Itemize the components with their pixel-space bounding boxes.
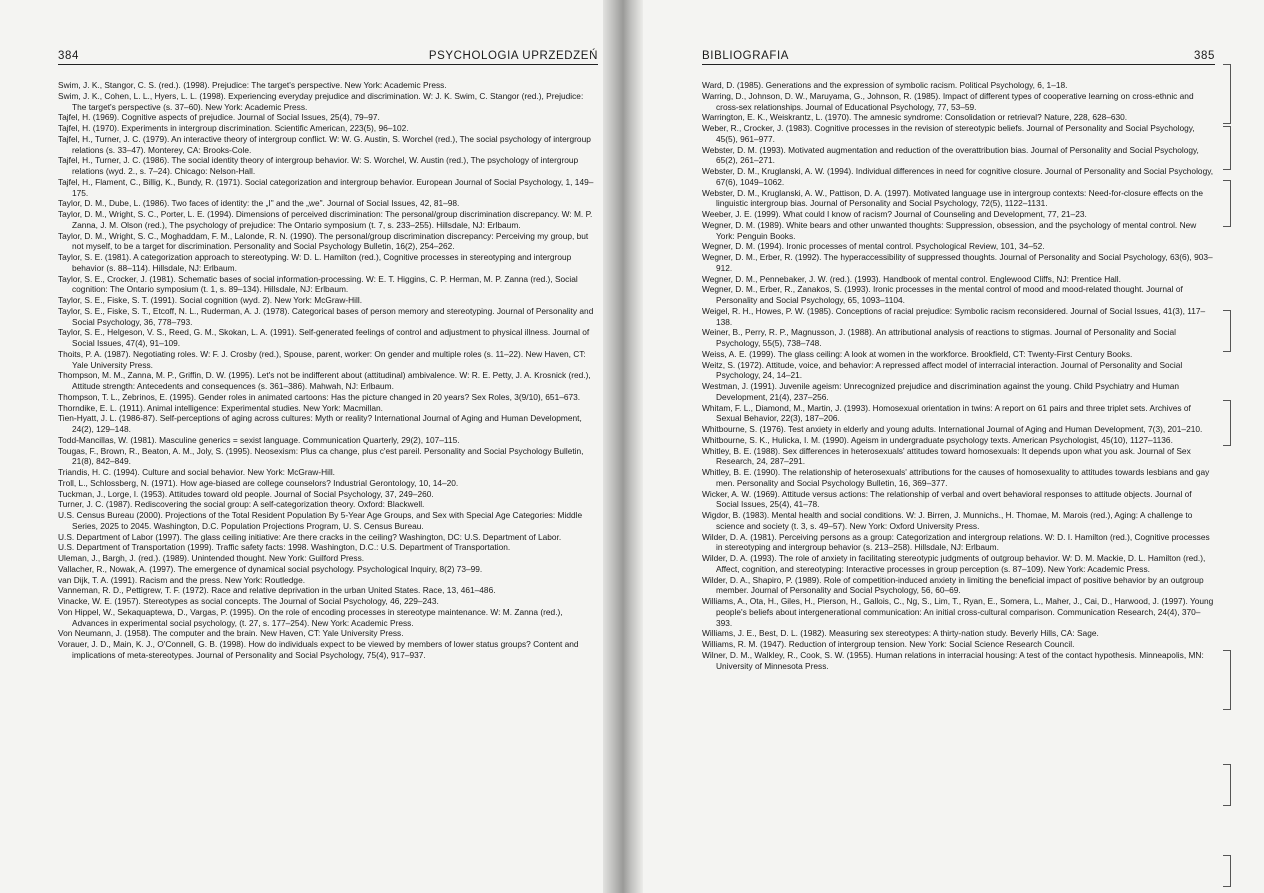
reference-entry: Webster, D. M., Kruglanski, A. W., Pattison, D. A. (1997). Motivated language use in intergroup contexts: Need-for-closure effects on the linguistic intergroup bias. Journal of Personality and Social Psychology, 72(5), 1122–1131. xyxy=(702,187,1204,209)
reference-entry: Vinacke, W. E. (1957). Stereotypes as social concepts. The Journal of Social Psychology, 46, 229–243. xyxy=(58,596,439,606)
page-number: 384 xyxy=(58,50,79,62)
reference-entry: Warrington, E. K., Weiskrantz, L. (1970). The amnesic syndrome: Consolidation or retrieval? Nature, 228, 628–630. xyxy=(702,112,1128,123)
reference-entry: Tajfel, H. (1970). Experiments in intergroup discrimination. Scientific American, 223(5), 96–102. xyxy=(58,123,409,133)
reference-entry: Wilder, D. A. (1993). The role of anxiety in facilitating stereotypic judgments of outgroup behavior. W: D. M. Mackie, D. L. Hamilton (red.), Affect, cognition, and stereotyping: Interactive processes in group perception (s. 87–109). New York: Academic Press. xyxy=(702,553,1206,574)
reference-entry: Whitbourne, S. (1976). Test anxiety in elderly and young adults. International Journal of Aging and Human Development, 7(3), 201–210. xyxy=(702,424,1203,434)
reference-entry: Whitley, B. E. (1990). The relationship of heterosexuals' attributions for the causes of homosexuality to attitudes towards lesbians and gay men. Personality and Social Psychology Bulletin, 16, 369–377. xyxy=(702,467,1210,488)
running-title: BIBLIOGRAFIA xyxy=(702,50,790,62)
reference-entry: Todd-Mancillas, W. (1981). Masculine generics = sexist language. Communication Quarterly, 29(2), 107–115. xyxy=(58,434,460,445)
margin-scan-mark xyxy=(1223,764,1231,806)
margin-scan-mark xyxy=(1223,64,1231,124)
reference-entry: Vanneman, R. D., Pettigrew, T. F. (1972). Race and relative deprivation in the urban United States. Race, 13, 461–486. xyxy=(58,585,496,596)
reference-entry: Turner, J. C. (1987). Rediscovering the social group: A self-categorization theory. Oxford: Blackwell. xyxy=(58,499,425,510)
reference-entry: Von Neumann, J. (1958). The computer and the brain. New Haven, CT: Yale University Press. xyxy=(58,628,404,639)
left-page-header xyxy=(58,44,598,62)
reference-entry: Taylor, D. M., Wright, S. C., Moghaddam, F. M., Lalonde, R. N. (1990). The personal/group discrimination discrepancy: Perceiving my group, but not myself, to be a target for discrimination. Personality and Social Psychology Bulletin, 16(2), 254–262. xyxy=(58,230,589,252)
reference-entry: Wegner, D. M. (1994). Ironic processes of mental control. Psychological Review, 101, 34–52. xyxy=(702,241,1045,252)
reference-entry: Wicker, A. W. (1969). Attitude versus actions: The relationship of verbal and overt behavioral responses to attitude objects. Journal of Social Issues, 25(4), 41–78. xyxy=(702,488,1192,510)
reference-entry: Taylor, S. E., Crocker, J. (1981). Schematic bases of social information-processing. W: E. T. Higgins, C. P. Herman, M. P. Zanna (red.), Social cognition: The Ontario symposium (t. 1, s. 89–134). Hillsdale, NJ: Erlbaum. xyxy=(58,273,578,295)
right-page-header xyxy=(702,44,1215,62)
reference-entry: Taylor, D. M., Wright, S. C., Porter, L. E. (1994). Dimensions of perceived discrimination: The personal/group discrimination discrepancy. W: M. P. Zanna, J. M. Olson (red.), The psychology of prejudice: The Ontario symposium (t. 7, s. 233–255). Hillsdale, NJ: Erlbaum. xyxy=(58,209,593,230)
reference-entry: Wegner, D. M. (1989). White bears and other unwanted thoughts: Suppression, obsession, and the psychology of mental control. New York: Penguin Books. xyxy=(702,219,1197,241)
reference-entry: Whitbourne, S. K., Hulicka, I. M. (1990). Ageism in undergraduate psychology texts. American Psychologist, 45(10), 1127–1136. xyxy=(702,434,1173,445)
page-number: 385 xyxy=(1194,50,1215,62)
reference-entry: Tajfel, H., Flament, C., Billig, K., Bundy, R. (1971). Social categorization and intergroup behavior. European Journal of Social Psychology, 1, 149–175. xyxy=(58,176,594,198)
reference-entry: Williams, R. M. (1947). Reduction of intergroup tension. New York: Social Science Research Council. xyxy=(702,639,1075,649)
margin-scan-mark xyxy=(1223,180,1231,227)
reference-entry: Thompson, T. L., Zebrinos, E. (1995). Gender roles in animated cartoons: Has the picture changed in 20 years? Sex Roles, 3(9/10), 651–673. xyxy=(58,391,581,402)
reference-entry: Wegner, D. M., Erber, R. (1992). The hyperaccessibility of suppressed thoughts. Journal of Personality and Social Psychology, 63(6), 903–912. xyxy=(702,252,1213,273)
reference-entry: Triandis, H. C. (1994). Culture and social behavior. New York: McGraw-Hill. xyxy=(58,467,335,477)
margin-scan-mark xyxy=(1223,310,1231,352)
reference-entry: Weiner, B., Perry, R. P., Magnusson, J. (1988). An attributional analysis of reactions to stigmas. Journal of Personality and Social Psychology, 55(5), 738–748. xyxy=(702,327,1176,348)
reference-entry: Von Hippel, W., Sekaquaptewa, D., Vargas, P. (1995). On the role of encoding processes in stereotype maintenance. W: M. Zanna (red.), Advances in experimental social psychology, (t. 27, s. 177–254). New York: Academic Press. xyxy=(58,606,563,628)
reference-entry: Tajfel, H., Turner, J. C. (1979). An interactive theory of intergroup conflict. W: W. G. Austin, S. Worchel (red.), The social psychology of intergroup relations (s. 33–47). Monterey, CA: Brooks-Cole. xyxy=(58,133,591,155)
reference-entry: Wilder, D. A., Shapiro, P. (1989). Role of competition-induced anxiety in limiting the beneficial impact of positive behavior by an outgroup member. Journal of Personality and Social Psychology, 56, 60–69. xyxy=(702,574,1204,596)
reference-entry: Wilner, D. M., Walkley, R., Cook, S. W. (1955). Human relations in interracial housing: A test of the contact hypothesis. Minneapolis, MN: University of Minnesota Press. xyxy=(702,649,1204,671)
reference-entry: Tuckman, J., Lorge, I. (1953). Attitudes toward old people. Journal of Social Psychology, 37, 249–260. xyxy=(58,488,434,499)
reference-entry: Wegner, D. M., Erber, R., Zanakos, S. (1993). Ironic processes in the mental control of mood and mood-related thought. Journal of Personality and Social Psychology, 65, 1093–1104. xyxy=(702,284,1183,305)
reference-entry: Weigel, R. H., Howes, P. W. (1985). Conceptions of racial prejudice: Symbolic racism reconsidered. Journal of Social Issues, 41(3), 117–138. xyxy=(702,305,1206,327)
reference-entry: Wegner, D. M., Pennebaker, J. W. (red.). (1993). Handbook of mental control. Englewood Cliffs, NJ: Prentice Hall. xyxy=(702,273,1121,284)
reference-list xyxy=(702,80,1215,671)
reference-entry: Tien-Hyatt, J. L. (1986-87). Self-perceptions of aging across cultures: Myth or reality? International Journal of Aging and Human Development, 24(2), 129–148. xyxy=(58,413,582,434)
reference-entry: Thoits, P. A. (1987). Negotiating roles. W: F. J. Crosby (red.), Spouse, parent, worker: On gender and multiple roles (s. 11–22). New Haven, CT: Yale University Press. xyxy=(58,348,586,370)
reference-entry: Whitam, F. L., Diamond, M., Martin, J. (1993). Homosexual orientation in twins: A report on 61 pairs and three triplet sets. Archives of Sexual Behavior, 22(3), 187–206. xyxy=(702,402,1191,424)
reference-entry: Webster, D. M., Kruglanski, A. W. (1994). Individual differences in need for cognitive closure. Journal of Personality and Social Psychology, 67(6), 1049–1062. xyxy=(702,166,1214,187)
reference-entry: Whitley, B. E. (1988). Sex differences in heterosexuals' attitudes toward homosexuals: It depends upon what you ask. Journal of Sex Research, 24, 287–291. xyxy=(702,445,1191,467)
reference-entry: Tajfel, H., Turner, J. C. (1986). The social identity theory of intergroup behavior. W: S. Worchel, W. Austin (red.), The psychology of intergroup relations (wyd. 2., s. 7–24). Chicago: Nelson-Hall. xyxy=(58,155,579,176)
reference-entry: Vorauer, J. D., Main, K. J., O'Connell, G. B. (1998). How do individuals expect to be viewed by members of lower status groups? Content and implications of meta-stereotypes. Journal of Personality and Social Psychology, 75(4), 917–937. xyxy=(58,639,579,660)
reference-entry: Ward, D. (1985). Generations and the expression of symbolic racism. Political Psychology, 6, 1–18. xyxy=(702,80,1068,90)
reference-entry: Swim, J. K., Cohen, L. L., Hyers, L. L. (1998). Experiencing everyday prejudice and discrimination. W: J. K. Swim, C. Stangor (red.), Prejudice: The target's perspective (s. 37–60). New York: Academic Press. xyxy=(58,90,584,112)
reference-entry: Taylor, D. M., Dube, L. (1986). Two faces of identity: the „I" and the „we". Journal of Social Issues, 42, 81–98. xyxy=(58,198,460,209)
reference-entry: Taylor, S. E., Fiske, S. T. (1991). Social cognition (wyd. 2). New York: McGraw-Hill. xyxy=(58,295,363,305)
reference-entry: Tougas, F., Brown, R., Beaton, A. M., Joly, S. (1995). Neosexism: Plus ca change, plus c'est pareil. Personality and Social Psychology Bulletin, 21(8), 842–849. xyxy=(58,445,584,467)
reference-list xyxy=(58,80,598,661)
reference-entry: Williams, A., Ota, H., Giles, H., Pierson, H., Gallois, C., Ng, S., Lim, T., Ryan, E., Somera, L., Maher, J., Cai, D., Harwood, J. (1997). Young people's beliefs about intergenerational communication: An initial cross-cultural comparison. Communication Research, 24(4), 370–393. xyxy=(702,596,1214,628)
book-gutter-shadow xyxy=(603,0,643,893)
left-page xyxy=(0,0,605,893)
reference-entry: U.S. Department of Transportation (1999). Traffic safety facts: 1998. Washington, D.C.: U.S. Department of Transportation. xyxy=(58,542,511,553)
margin-scan-mark xyxy=(1223,855,1231,887)
reference-entry: Thorndike, E. L. (1911). Animal intelligence: Experimental studies. New York: Macmillan. xyxy=(58,402,383,413)
reference-entry: Thompson, M. M., Zanna, M. P., Griffin, D. W. (1995). Let's not be indifferent about (attitudinal) ambivalence. W: R. E. Petty, J. A. Krosnick (red.), Attitude strength: Antecedents and consequences (s. 361–386). Mahwah, NJ: Erlbaum. xyxy=(58,370,591,391)
reference-entry: U.S. Census Bureau (2000). Projections of the Total Resident Population By 5-Year Age Groups, and Sex with Special Age Categories: Middle Series, 2025 to 2045. Washington, D.C. Population Projections Program, U. S. Census Bureau. xyxy=(58,510,583,531)
reference-entry: Wilder, D. A. (1981). Perceiving persons as a group: Categorization and intergroup relations. W: D. I. Hamilton (red.), Cognitive processes in stereotyping and intergroup behavior (s. 213–258). Hillsdale, NJ: Erlbaum. xyxy=(702,531,1210,553)
header-rule xyxy=(58,64,598,65)
margin-scan-mark xyxy=(1223,400,1231,446)
reference-entry: Warring, D., Johnson, D. W., Maruyama, G., Johnson, R. (1985). Impact of different types of cooperative learning on cross-ethnic and cross-sex relationships. Journal of Educational Psychology, 77, 53–59. xyxy=(702,90,1194,112)
reference-entry: Westman, J. (1991). Juvenile ageism: Unrecognized prejudice and discrimination against the young. Child Psychiatry and Human Development, 21(4), 237–256. xyxy=(702,381,1180,402)
right-page xyxy=(640,0,1264,893)
reference-entry: Vallacher, R., Nowak, A. (1997). The emergence of dynamical social psychology. Psychological Inquiry, 8(2) 73–99. xyxy=(58,563,483,574)
reference-entry: Troll, L., Schlossberg, N. (1971). How age-biased are college counselors? Industrial Gerontology, 10, 14–20. xyxy=(58,477,459,488)
reference-entry: Taylor, S. E. (1981). A categorization approach to stereotyping. W: D. L. Hamilton (red.), Cognitive processes in stereotyping and intergroup behavior (s. 88–114). Hillsdale, NJ: Erlbaum. xyxy=(58,252,572,273)
reference-entry: Weiss, A. E. (1999). The glass ceiling: A look at women in the workforce. Brookfield, CT: Twenty-First Century Books. xyxy=(702,348,1133,359)
reference-entry: Swim, J. K., Stangor, C. S. (red.). (1998). Prejudice: The target's perspective. New York: Academic Press. xyxy=(58,80,447,90)
margin-scan-mark xyxy=(1223,650,1231,710)
reference-entry: van Dijk, T. A. (1991). Racism and the press. New York: Routledge. xyxy=(58,574,306,585)
reference-entry: Williams, J. E., Best, D. L. (1982). Measuring sex stereotypes: A thirty-nation study. Beverly Hills, CA: Sage. xyxy=(702,628,1099,639)
reference-entry: Webster, D. M. (1993). Motivated augmentation and reduction of the overattribution bias. Journal of Personality and Social Psychology, 65(2), 261–271. xyxy=(702,144,1199,166)
reference-entry: Taylor, S. E., Fiske, S. T., Etcoff, N. L., Ruderman, A. J. (1978). Categorical bases of person memory and stereotyping. Journal of Personality and Social Psychology, 36, 778–793. xyxy=(58,305,594,327)
header-rule xyxy=(702,64,1215,65)
reference-entry: U.S. Department of Labor (1997). The glass ceiling initiative: Are there cracks in the ceiling? Washington, DC: U.S. Department of Labor. xyxy=(58,531,562,542)
running-title: PSYCHOLOGIA UPRZEDZEŃ xyxy=(428,50,598,62)
margin-scan-mark xyxy=(1223,126,1231,170)
reference-entry: Weber, R., Crocker, J. (1983). Cognitive processes in the revision of stereotypic beliefs. Journal of Personality and Social Psychology, 45(5), 961–977. xyxy=(702,123,1195,144)
reference-entry: Taylor, S. E., Helgeson, V. S., Reed, G. M., Skokan, L. A. (1991). Self-generated feelings of control and adjustment to physical illness. Journal of Social Issues, 47(4), 91–109. xyxy=(58,327,590,348)
reference-entry: Uleman, J., Bargh, J. (red.). (1989). Unintended thought. New York: Guilford Press. xyxy=(58,553,365,563)
reference-entry: Weitz, S. (1972). Attitude, voice, and behavior: A repressed affect model of interracial interaction. Journal of Personality and Social Psychology, 24, 14–21. xyxy=(702,359,1183,381)
reference-entry: Weeber, J. E. (1999). What could I know of racism? Journal of Counseling and Development, 77, 21–23. xyxy=(702,209,1087,219)
reference-entry: Tajfel, H. (1969). Cognitive aspects of prejudice. Journal of Social Issues, 25(4), 79–97. xyxy=(58,112,380,123)
reference-entry: Wigdor, B. (1983). Mental health and social conditions. W: J. Birren, J. Munnichs., H. Thomae, M. Marois (red.), Aging: A challenge to science and society (t. 3, s. 49–57). New York: Oxford University Press. xyxy=(702,510,1193,531)
